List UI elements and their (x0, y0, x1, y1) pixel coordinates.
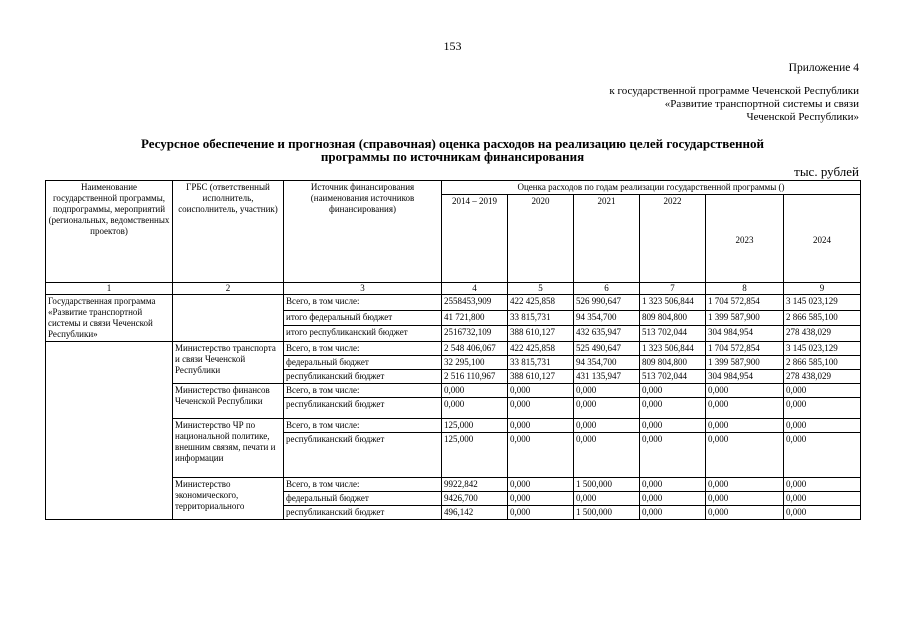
value-cell: 1 323 506,844 (640, 342, 706, 356)
value-cell: 1 704 572,854 (706, 342, 784, 356)
value-cell: 2 516 110,967 (442, 370, 508, 384)
value-cell: 525 490,647 (574, 342, 640, 356)
column-index: 8 (706, 283, 784, 295)
value-cell: 0,000 (706, 433, 784, 478)
budget-table (45, 180, 861, 520)
column-index: 9 (784, 283, 861, 295)
value-cell: 388 610,127 (508, 370, 574, 384)
value-cell: 278 438,029 (784, 326, 861, 342)
value-cell: 422 425,858 (508, 342, 574, 356)
value-cell: 1 704 572,854 (706, 295, 784, 311)
value-cell: 278 438,029 (784, 370, 861, 384)
value-cell: 0,000 (706, 506, 784, 520)
value-cell: 0,000 (508, 433, 574, 478)
value-cell: 1 399 587,900 (706, 310, 784, 326)
value-cell: 0,000 (640, 384, 706, 398)
value-cell: 304 984,954 (706, 370, 784, 384)
value-cell: 0,000 (640, 433, 706, 478)
source-cell: республиканский бюджет (284, 433, 442, 478)
value-cell: 3 145 023,129 (784, 342, 861, 356)
column-index: 4 (442, 283, 508, 295)
grbs-ministry-policy: Министерство ЧР по национальной политике, внешним связям, печати и информации (173, 419, 284, 478)
value-cell: 0,000 (784, 398, 861, 419)
appendix-block (609, 62, 859, 124)
column-index: 3 (284, 283, 442, 295)
value-cell: 0,000 (706, 384, 784, 398)
source-cell: Всего, в том числе: (284, 342, 442, 356)
grbs-ministry-finance: Министерство финансов Чеченской Республики (173, 384, 284, 419)
column-index: 6 (574, 283, 640, 295)
value-cell: 388 610,127 (508, 326, 574, 342)
value-cell: 0,000 (640, 492, 706, 506)
value-cell: 0,000 (706, 419, 784, 433)
value-cell: 0,000 (574, 419, 640, 433)
source-cell: итого республиканский бюджет (284, 326, 442, 342)
column-index: 1 (46, 283, 173, 295)
value-cell: 0,000 (706, 398, 784, 419)
value-cell: 513 702,044 (640, 370, 706, 384)
value-cell: 0,000 (508, 506, 574, 520)
table-row (46, 295, 861, 311)
value-cell: 2558453,909 (442, 295, 508, 311)
header-year: 2022 (640, 195, 706, 283)
source-cell: Всего, в том числе: (284, 478, 442, 492)
value-cell: 1 323 506,844 (640, 295, 706, 311)
value-cell: 0,000 (706, 492, 784, 506)
source-cell: республиканский бюджет (284, 370, 442, 384)
header-year: 2021 (574, 195, 640, 283)
title-line: Ресурсное обеспечение и прогнозная (справочная) оценка расходов на реализацию целей государственной (140, 136, 765, 151)
source-cell: республиканский бюджет (284, 398, 442, 419)
header-estimate: Оценка расходов по годам реализации государственной программы () (442, 181, 861, 195)
table-row (46, 342, 861, 356)
grbs-ministry-econ: Министерство экономического, территориального (173, 478, 284, 520)
appendix-label: Приложение 4 (788, 62, 859, 74)
value-cell: 1 500,000 (574, 478, 640, 492)
value-cell: 0,000 (442, 384, 508, 398)
value-cell: 1 399 587,900 (706, 356, 784, 370)
source-cell: итого федеральный бюджет (284, 310, 442, 326)
page-number: 153 (443, 39, 462, 53)
value-cell: 0,000 (574, 384, 640, 398)
value-cell: 0,000 (508, 398, 574, 419)
value-cell: 0,000 (574, 398, 640, 419)
program-name: Государственная программа «Развитие транспортной системы и связи Чеченской Республики» (46, 295, 173, 342)
value-cell: 0,000 (640, 419, 706, 433)
header-year: 2020 (508, 195, 574, 283)
grbs-empty (173, 295, 284, 342)
value-cell: 2 866 585,100 (784, 310, 861, 326)
source-cell: федеральный бюджет (284, 356, 442, 370)
value-cell: 496,142 (442, 506, 508, 520)
value-cell: 0,000 (640, 398, 706, 419)
value-cell: 809 804,800 (640, 310, 706, 326)
value-cell: 0,000 (640, 478, 706, 492)
value-cell: 41 721,800 (442, 310, 508, 326)
header-grbs: ГРБС (ответственный исполнитель, соисполнитель, участник) (173, 181, 284, 283)
value-cell: 33 815,731 (508, 356, 574, 370)
document-title (60, 137, 845, 163)
source-cell: Всего, в том числе: (284, 384, 442, 398)
column-index: 7 (640, 283, 706, 295)
value-cell: 1 500,000 (574, 506, 640, 520)
column-index: 2 (173, 283, 284, 295)
value-cell: 809 804,800 (640, 356, 706, 370)
value-cell: 432 635,947 (574, 326, 640, 342)
appendix-line: к государственной программе Чеченской Республики (609, 85, 859, 97)
value-cell: 3 145 023,129 (784, 295, 861, 311)
program-name-continuation (46, 342, 173, 520)
value-cell: 526 990,647 (574, 295, 640, 311)
value-cell: 0,000 (508, 492, 574, 506)
source-cell: Всего, в том числе: (284, 419, 442, 433)
value-cell: 9426,700 (442, 492, 508, 506)
value-cell: 422 425,858 (508, 295, 574, 311)
value-cell: 94 354,700 (574, 310, 640, 326)
value-cell: 125,000 (442, 419, 508, 433)
value-cell: 0,000 (640, 506, 706, 520)
source-cell: республиканский бюджет (284, 506, 442, 520)
column-index: 5 (508, 283, 574, 295)
value-cell: 33 815,731 (508, 310, 574, 326)
source-cell: Всего, в том числе: (284, 295, 442, 311)
unit-label: тыс. рублей (794, 164, 859, 179)
appendix-line: Чеченской Республики» (746, 111, 859, 123)
value-cell: 0,000 (784, 384, 861, 398)
title-line: программы по источникам финансирования (320, 149, 585, 164)
value-cell: 0,000 (574, 492, 640, 506)
value-cell: 0,000 (508, 419, 574, 433)
header-name: Наименование государственной программы, подпрограммы, мероприятий (региональных, ведомственных проектов) (46, 181, 173, 283)
value-cell: 0,000 (784, 478, 861, 492)
value-cell: 513 702,044 (640, 326, 706, 342)
value-cell: 2 548 406,067 (442, 342, 508, 356)
value-cell: 0,000 (442, 398, 508, 419)
value-cell: 304 984,954 (706, 326, 784, 342)
appendix-line: «Развитие транспортной системы и связи (664, 98, 859, 110)
value-cell: 9922,842 (442, 478, 508, 492)
value-cell: 0,000 (706, 478, 784, 492)
header-year: 2024 (784, 195, 861, 283)
value-cell: 431 135,947 (574, 370, 640, 384)
value-cell: 0,000 (508, 478, 574, 492)
grbs-ministry-transport: Министерство транспорта и связи Чеченской Республики (173, 342, 284, 384)
value-cell: 0,000 (784, 492, 861, 506)
value-cell: 2516732,109 (442, 326, 508, 342)
value-cell: 2 866 585,100 (784, 356, 861, 370)
value-cell: 0,000 (784, 419, 861, 433)
header-source: Источник финансирования (наименования источников финансирования) (284, 181, 442, 283)
header-year: 2023 (706, 195, 784, 283)
value-cell: 0,000 (574, 433, 640, 478)
value-cell: 0,000 (784, 506, 861, 520)
value-cell: 94 354,700 (574, 356, 640, 370)
source-cell: федеральный бюджет (284, 492, 442, 506)
header-year: 2014 – 2019 (442, 195, 508, 283)
value-cell: 0,000 (508, 384, 574, 398)
value-cell: 32 295,100 (442, 356, 508, 370)
value-cell: 0,000 (784, 433, 861, 478)
value-cell: 125,000 (442, 433, 508, 478)
